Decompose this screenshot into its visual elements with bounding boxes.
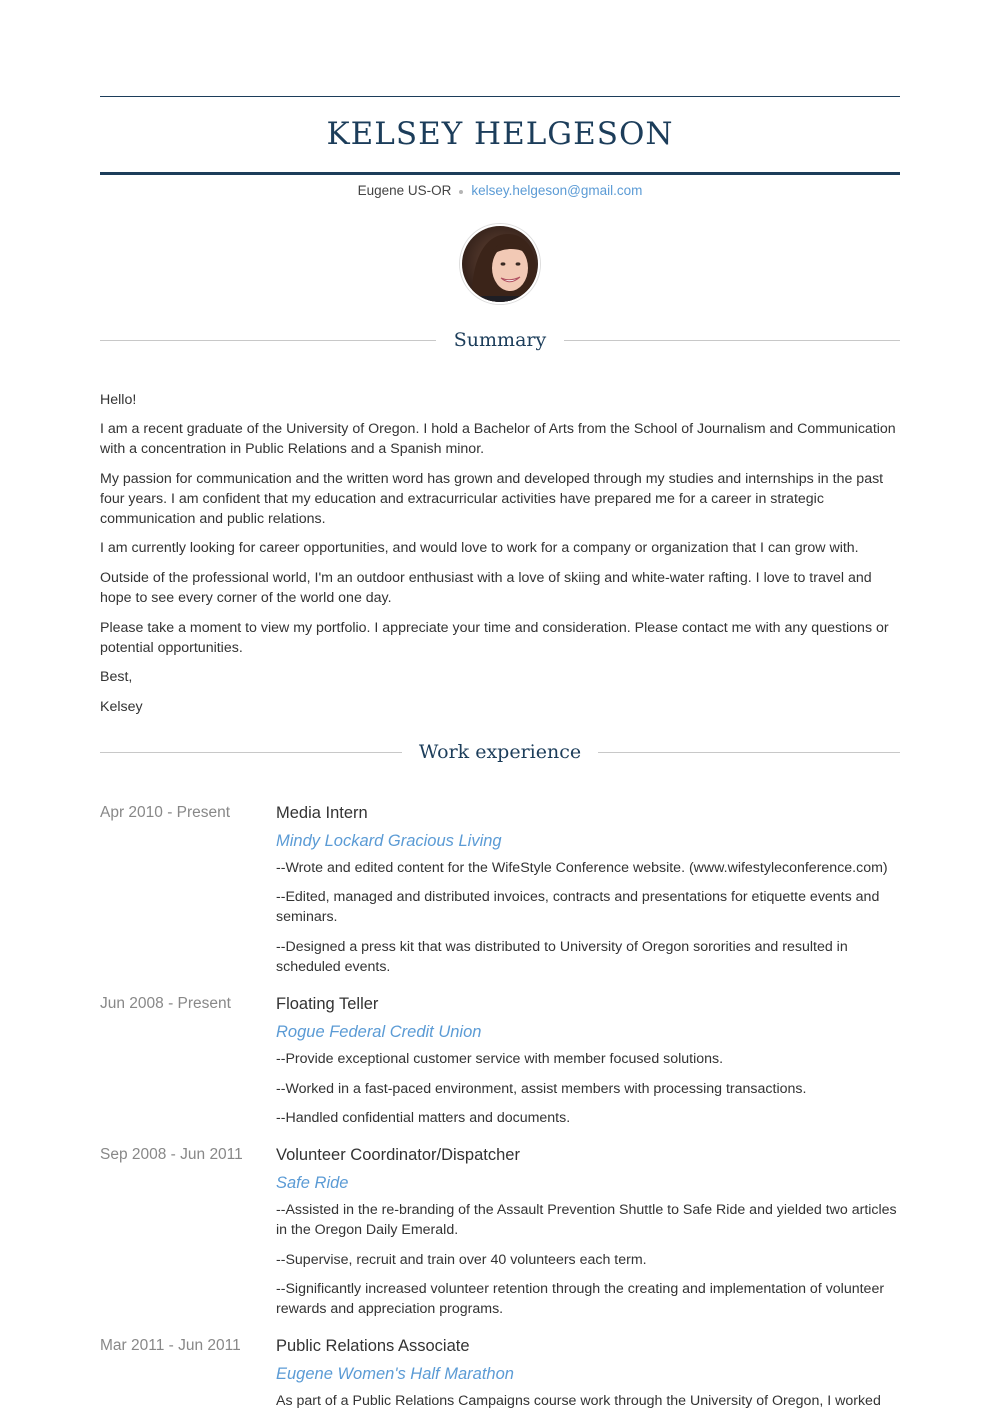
entry-description-line: --Provide exceptional customer service with member focused solutions. [276,1051,724,1067]
separator-dot [459,190,463,194]
summary-paragraph: Best, [100,669,133,685]
entry-description-line: --Worked in a fast-paced environment, assist members with processing transactions. [276,1081,807,1097]
entry-dates: Jun 2008 - Present [100,995,231,1012]
contact-line [100,181,900,201]
summary-paragraph: My passion for communication and the written word has grown and developed through my studies and internships in the past four years. I am confident that my education and extracurricular activities have prepared me for a career in strategic communication and public relations. [100,471,884,527]
candidate-name: KELSEY HELGESON [326,116,674,152]
email-link[interactable]: kelsey.helgeson@gmail.com [471,183,643,198]
entry-description-line: --Edited, managed and distributed invoices, contracts and presentations for etiquette events and seminars. [276,889,880,925]
summary-paragraph: Outside of the professional world, I'm an outdoor enthusiast with a love of skiing and white-water rafting. I love to travel and hope to see every corner of the world one day. [100,570,872,606]
entry-dates: Apr 2010 - Present [100,804,231,821]
header-rule-bottom [100,172,900,175]
summary-paragraph: Please take a moment to view my portfolio. I appreciate your time and consideration. Please contact me with any questions or potential opportunities. [100,620,889,656]
resume-page [100,0,900,1410]
summary-heading [100,325,900,355]
work-experience-title: Work experience [100,737,900,767]
entry-job-title: Volunteer Coordinator/Dispatcher [276,1146,520,1164]
entry-description-line: --Supervise, recruit and train over 40 volunteers each term. [276,1252,647,1268]
entry-description-line: --Designed a press kit that was distributed to University of Oregon sororities and resulted in scheduled events. [276,939,848,975]
entry-dates: Sep 2008 - Jun 2011 [100,1146,243,1163]
entry-description-line: --Wrote and edited content for the WifeStyle Conference website. (www.wifestyleconference.com) [276,860,888,876]
entry-company: Safe Ride [276,1174,349,1192]
work-experience-heading [100,737,900,767]
summary-paragraph: I am a recent graduate of the University of Oregon. I hold a Bachelor of Arts from the School of Journalism and Communication with a concentration in Public Relations and a Spanish minor. [100,421,896,457]
header-rule-top [100,96,900,97]
summary-paragraph: I am currently looking for career opportunities, and would love to work for a company or organization that I can grow with. [100,540,859,556]
entry-description-line: --Assisted in the re-branding of the Assault Prevention Shuttle to Safe Ride and yielded two articles in the Oregon Daily Emerald. [276,1202,897,1238]
summary-title: Summary [100,325,900,355]
entry-description-line: --Significantly increased volunteer retention through the creating and implementation of volunteer rewards and appreciation programs. [276,1281,885,1317]
entry-dates: Mar 2011 - Jun 2011 [100,1337,241,1354]
avatar [460,224,540,304]
entry-company: Rogue Federal Credit Union [276,1023,482,1041]
entry-job-title: Floating Teller [276,995,379,1013]
entry-description-line: --Handled confidential matters and documents. [276,1110,571,1126]
entry-job-title: Media Intern [276,804,368,822]
entry-company: Eugene Women's Half Marathon [276,1365,514,1383]
summary-paragraph: Hello! [100,392,137,408]
entry-description-line: As part of a Public Relations Campaigns course work through the University of Oregon, I worked [276,1393,881,1409]
entry-company: Mindy Lockard Gracious Living [276,832,502,850]
location-text: Eugene US-OR [357,183,452,198]
summary-paragraph: Kelsey [100,699,143,715]
entry-job-title: Public Relations Associate [276,1337,470,1355]
profile-photo [462,226,540,304]
